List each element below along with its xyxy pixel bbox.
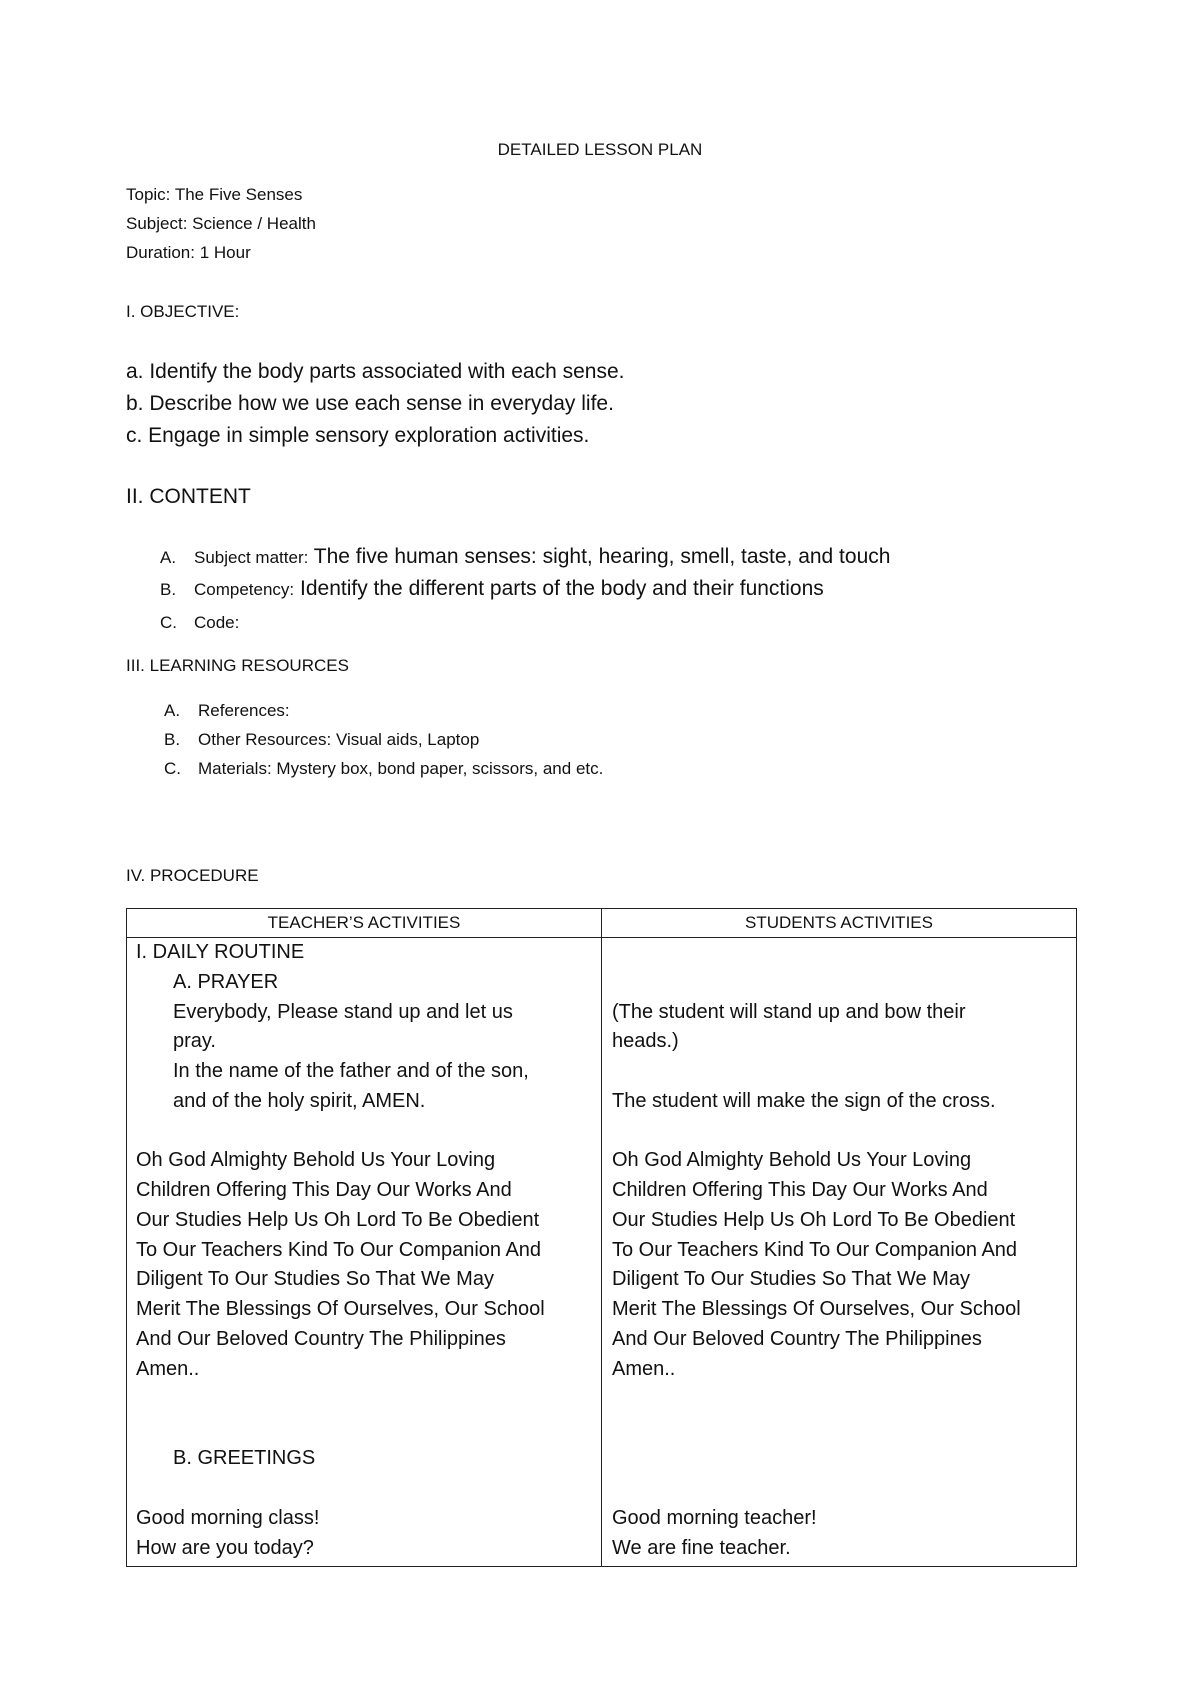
list-letter: B. xyxy=(160,580,177,599)
student-prayer-text-line: To Our Teachers Kind To Our Companion And xyxy=(612,1239,1018,1261)
student-response-line: (The student will stand up and bow their xyxy=(612,1001,966,1023)
objective-item: a. Identify the body parts associated with each sense. xyxy=(126,360,625,383)
student-response-line: The student will make the sign of the cross. xyxy=(612,1090,996,1112)
content-item-c xyxy=(160,610,239,634)
student-prayer-text-line: Children Offering This Day Our Works And xyxy=(612,1179,988,1201)
objective-item: c. Engage in simple sensory exploration activities. xyxy=(126,424,590,447)
teacher-prayer-text-line: Merit The Blessings Of Ourselves, Our School xyxy=(136,1298,545,1320)
teacher-prayer-text-line: To Our Teachers Kind To Our Companion And xyxy=(136,1239,542,1261)
greetings-label: B. GREETINGS xyxy=(173,1447,316,1469)
resource-text: References: xyxy=(198,701,290,720)
content-label: Competency: xyxy=(194,580,295,599)
document-title: DETAILED LESSON PLAN xyxy=(497,140,703,159)
student-prayer-text-line: Oh God Almighty Behold Us Your Loving xyxy=(612,1149,972,1171)
student-greeting-line: Good morning teacher! xyxy=(612,1507,817,1529)
resource-item-a xyxy=(164,701,290,721)
teacher-greeting-line: How are you today? xyxy=(136,1537,314,1559)
student-prayer-text-line: Our Studies Help Us Oh Lord To Be Obedient xyxy=(612,1209,1016,1231)
list-letter: B. xyxy=(164,730,181,749)
resource-item-c xyxy=(164,759,603,779)
procedure-heading: IV. PROCEDURE xyxy=(126,866,259,885)
subject-line: Subject: Science / Health xyxy=(126,214,316,233)
content-heading: II. CONTENT xyxy=(126,485,251,508)
student-prayer-text-line: Merit The Blessings Of Ourselves, Our School xyxy=(612,1298,1021,1320)
duration-line: Duration: 1 Hour xyxy=(126,243,251,262)
procedure-table xyxy=(126,908,1077,1567)
teacher-prayer-text-line: Amen.. xyxy=(136,1358,200,1380)
list-letter: C. xyxy=(164,759,181,778)
content-item-a xyxy=(160,545,890,569)
resource-text: Other Resources: Visual aids, Laptop xyxy=(198,730,480,749)
column-header-teacher: TEACHER’S ACTIVITIES xyxy=(127,909,602,938)
content-text: The five human senses: sight, hearing, smell, taste, and touch xyxy=(308,545,891,568)
student-prayer-text-line: Diligent To Our Studies So That We May xyxy=(612,1268,970,1290)
objective-heading: I. OBJECTIVE: xyxy=(126,302,240,321)
prayer-label: A. PRAYER xyxy=(173,971,279,993)
resource-text: Materials: Mystery box, bond paper, scissors, and etc. xyxy=(198,759,604,778)
resource-item-b xyxy=(164,730,479,750)
table-row xyxy=(127,938,1077,1567)
objective-item: b. Describe how we use each sense in everyday life. xyxy=(126,392,614,415)
teacher-prayer-line: In the name of the father and of the son, xyxy=(173,1060,529,1082)
student-greeting-line: We are fine teacher. xyxy=(612,1537,791,1559)
teacher-prayer-text-line: Our Studies Help Us Oh Lord To Be Obedient xyxy=(136,1209,540,1231)
list-letter: A. xyxy=(164,701,181,720)
content-label: Code: xyxy=(194,613,240,632)
teacher-prayer-text-line: Children Offering This Day Our Works And xyxy=(136,1179,512,1201)
teacher-prayer-line: and of the holy spirit, AMEN. xyxy=(173,1090,426,1112)
content-item-b xyxy=(160,577,824,601)
topic-line: Topic: The Five Senses xyxy=(126,185,303,204)
teacher-prayer-text-line: Oh God Almighty Behold Us Your Loving xyxy=(136,1149,496,1171)
list-letter: A. xyxy=(160,548,177,567)
content-label: Subject matter: xyxy=(194,548,309,567)
student-activities-cell xyxy=(602,938,1077,1567)
list-letter: C. xyxy=(160,613,177,632)
student-prayer-text-line: And Our Beloved Country The Philippines xyxy=(612,1328,982,1350)
teacher-prayer-line: pray. xyxy=(173,1030,216,1052)
teacher-prayer-line: Everybody, Please stand up and let us xyxy=(173,1001,513,1023)
column-header-students: STUDENTS ACTIVITIES xyxy=(602,909,1077,938)
resources-heading: III. LEARNING RESOURCES xyxy=(126,656,349,675)
teacher-prayer-text-line: Diligent To Our Studies So That We May xyxy=(136,1268,494,1290)
table-header-row xyxy=(127,909,1077,938)
teacher-greeting-line: Good morning class! xyxy=(136,1507,320,1529)
daily-routine-heading: I. DAILY ROUTINE xyxy=(136,941,305,963)
teacher-activities-cell xyxy=(127,938,602,1567)
student-response-line: heads.) xyxy=(612,1030,679,1052)
teacher-prayer-text-line: And Our Beloved Country The Philippines xyxy=(136,1328,506,1350)
student-prayer-text-line: Amen.. xyxy=(612,1358,676,1380)
content-text: Identify the different parts of the body and their functions xyxy=(294,577,824,600)
